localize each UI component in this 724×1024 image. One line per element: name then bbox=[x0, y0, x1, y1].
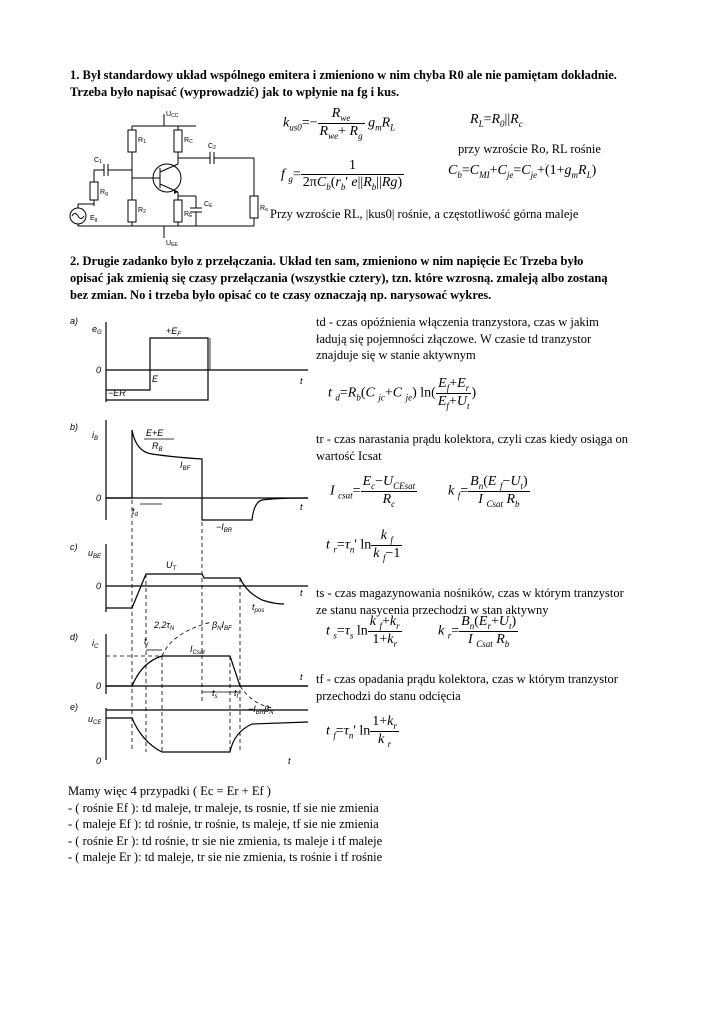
t-b: t bbox=[300, 502, 303, 512]
kus0-formula: $k_{us0}=-$ $\frac{R_{we}}{R_{we}+ R_g}$ $g_mR_L$ bbox=[283, 106, 396, 141]
kr-formula: k $_r$= $\frac{B_n(E_r+U_t)}{I _{Csat} R_b}$ bbox=[438, 614, 517, 649]
label-c: c) bbox=[70, 542, 78, 552]
uce-axis-label: $u_{CE}$ bbox=[88, 714, 102, 726]
rl-formula: $R_L=R_0||R_c$ bbox=[470, 112, 523, 129]
zero-e: 0 bbox=[96, 756, 102, 766]
q1-title bbox=[70, 67, 710, 101]
tr-label: $t_r$ bbox=[144, 636, 149, 648]
kf-formula: k $_f$= $\frac{B_n(E _f-U_t)}{I _{Csat} R_b}$ bbox=[448, 474, 528, 509]
label-a: a) bbox=[70, 316, 79, 326]
tau-label: $2,2\tau_N$ bbox=[154, 620, 175, 632]
minus-ibr-label: $-I_{BR}$ bbox=[216, 522, 233, 534]
minus-er-label: −ER bbox=[108, 388, 126, 398]
fg-formula: f $_g$= $\frac{1}{2\pi C_b(r_b' e||R_b||Rg)}$ bbox=[281, 158, 403, 192]
tpos-label: $t_{pos}$ bbox=[252, 602, 265, 614]
ro-label: Ro bbox=[260, 205, 268, 213]
q2-title-line1: 2. Drugie zadanko było z przełączania. Układ ten sam, zmieniono w nim napięcie Ec Trzeba było bbox=[70, 254, 584, 268]
summary-line-0: Mamy więc 4 przypadki ( Ec = Er + Ef ) bbox=[68, 784, 271, 798]
ib-axis-label: $i_B$ bbox=[92, 430, 99, 442]
eg-axis-label: $e_G$ bbox=[92, 324, 102, 336]
tf-label: $t_f$ bbox=[234, 688, 239, 700]
tr-desc-line1: tr - czas narastania prądu kolektora, czyli czas kiedy osiąga on bbox=[316, 432, 629, 446]
t-e: t bbox=[288, 756, 291, 766]
tf-desc-line1: tf - czas opadania prądu kolektora, czas w którym tranzystor bbox=[316, 672, 618, 686]
ts-label: $t_s$ bbox=[212, 688, 218, 700]
re-label: RE bbox=[184, 211, 193, 219]
t-d: t bbox=[300, 672, 303, 682]
note-ro: przy wzroście Ro, RL rośnie bbox=[458, 142, 601, 156]
ts-desc-line2: ze stanu nasycenia przechodzi w stan aktywny bbox=[316, 602, 549, 617]
bn-ibf-label: $\beta_NI_{BF}$ bbox=[212, 620, 232, 632]
switching-timing-diagram bbox=[62, 312, 312, 772]
ut-label: $U_T$ bbox=[166, 560, 177, 572]
ube-axis-label: $u_{BE}$ bbox=[88, 548, 102, 560]
zero-d: 0 bbox=[96, 681, 102, 691]
r2-label: R2 bbox=[138, 207, 146, 215]
label-e: e) bbox=[70, 702, 79, 712]
c1-label: C1 bbox=[94, 157, 102, 165]
t-a: t bbox=[300, 376, 303, 386]
tf-desc-line2: przechodzi do stanu odcięcia bbox=[316, 688, 461, 703]
q2-title-line2: opisać jak zmienią się czasy przełączania (wszystkie cztery), tzn. które wzrosną. zmaleją albo zostaną bbox=[70, 271, 608, 285]
summary bbox=[68, 783, 708, 866]
rb-label: $R_B$ bbox=[152, 441, 163, 453]
label-b: b) bbox=[70, 422, 79, 432]
note-rl: Przy wzroście RL, |kus0| rośnie, a częstotliwość górna maleje bbox=[270, 207, 579, 221]
summary-line-1: - ( rośnie Ef ): td maleje, tr maleje, ts rosnie, tf sie nie zmienia bbox=[68, 800, 379, 815]
td-desc-line1: td - czas opóźnienia włączenia tranzystora, czas w jakim bbox=[316, 315, 599, 329]
td-description bbox=[316, 314, 716, 364]
q2-title bbox=[70, 253, 720, 304]
ucc-label: UCC bbox=[166, 111, 179, 119]
plus-ef-label: $+E_F$ bbox=[166, 326, 181, 338]
td-formula: t $_d=R_b(C$ $_{jc}$+C $_{je}$) ln( $\frac{E_f+E_r}{E_f+U_t}$ ) bbox=[328, 376, 477, 411]
ic-axis-label: $i_C$ bbox=[92, 638, 99, 650]
td-desc-line3: znajduje się w stanie aktywnym bbox=[316, 348, 476, 362]
summary-line-2: - ( maleje Ef ): td rośnie, tr rośnie, ts maleje, tf sie nie zmienia bbox=[68, 817, 379, 831]
ef-er-label: E+E bbox=[146, 428, 164, 438]
zero-c: 0 bbox=[96, 581, 102, 591]
tr-description bbox=[316, 431, 720, 464]
td-desc-line2: ładują się pojemności złączowe. W czasie td tranzystor bbox=[316, 331, 592, 346]
q2-title-line3: bez zmian. No i trzeba było opisać co te czasy oznaczają np. narysować wykres. bbox=[70, 288, 492, 302]
summary-line-3: - ( rośnie Er ): td rośnie, tr sie nie zmienia, ts maleje i tf maleje bbox=[68, 833, 383, 848]
eg-label: Eg bbox=[90, 215, 98, 223]
ibf-label: $I_{BF}$ bbox=[180, 460, 191, 472]
zero-b: 0 bbox=[96, 493, 102, 503]
r1-label: R1 bbox=[138, 137, 146, 145]
rg-label: Rg bbox=[100, 189, 108, 197]
cb-formula: $C_b=C_{MI}+C_{je}=C_{je}+(1+g_mR_L)$ bbox=[448, 163, 597, 180]
ts-formula: t $_s=\tau_s$ ln $\frac{k _f+k_r}{1+k_r}$ bbox=[326, 614, 400, 649]
zero-a: 0 bbox=[96, 365, 102, 375]
c2-label: C2 bbox=[208, 143, 216, 151]
ibr-beta-label: $-I_{BR}\beta_N$ bbox=[248, 704, 274, 716]
uee-label: UEE bbox=[166, 240, 178, 248]
td-label: $t_d$ bbox=[132, 506, 138, 518]
t-c: t bbox=[300, 588, 303, 598]
label-d: d) bbox=[70, 632, 79, 642]
icsat-label: $I_{Csat}$ bbox=[190, 644, 205, 656]
tr-formula: t $_r=\tau_n'$ ln $\frac{k _f}{k _f-1}$ bbox=[326, 528, 401, 563]
tr-desc-line2: wartość Icsat bbox=[316, 448, 382, 463]
summary-line-4: - ( maleje Er ): td maleje, tr sie nie zmienia, ts rośnie i tf rośnie bbox=[68, 850, 383, 864]
tf-formula: t $_f=\tau_n'$ ln $\frac{1+k_r}{k _r}$ bbox=[326, 714, 397, 749]
q1-title-line2: Trzeba było napisać (wyprowadzić) jak to wpłynie na fg i kus. bbox=[70, 85, 400, 99]
rc-label: RC bbox=[184, 137, 193, 145]
icsat-formula: I $_{csat}$= $\frac{E_c-U_{CEsat}}{R_c}$ bbox=[330, 474, 416, 509]
e-mid-label: E bbox=[152, 374, 159, 384]
tf-description bbox=[316, 671, 716, 704]
ts-desc-line1: ts - czas magazynowania nośników, czas w którym tranzystor bbox=[316, 586, 624, 600]
ce-label: CE bbox=[204, 201, 213, 209]
q1-title-line1: 1. Był standardowy układ wspólnego emitera i zmieniono w nim chyba R0 ale nie pamiętam dokładnie. bbox=[70, 68, 617, 82]
common-emitter-circuit bbox=[64, 108, 274, 248]
